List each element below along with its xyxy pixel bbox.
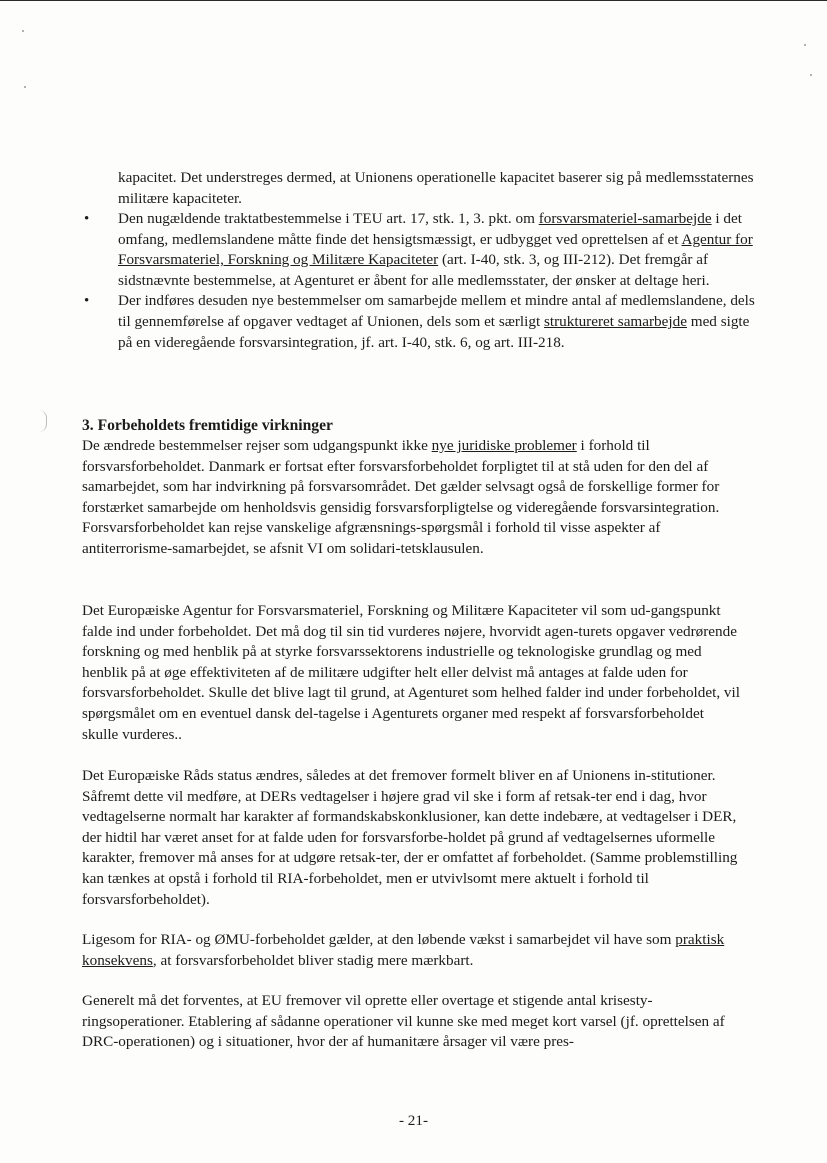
paragraph: Generelt må det forventes, at EU fremover vil oprette eller overtage et stigende antal krisesty-ringsoperationer. Etablering af sådanne operationer vil kunne ske med meget kort varsel (jf. oprettelsen af DRC-operationen) og i situationer, hvor der af humanitære årsager vil være pres- [82,992,725,1051]
paragraph: Det Europæiske Agentur for Forsvarsmateriel, Forskning og Militære Kapaciteter vil som ud-gangspunkt falde ind under forbeholdet. Det må dog til sin tid vurderes nøjere, hvorvidt agen-turets opgaver vedrørende forskning og med henblik på at styrke forsvarssektorens industrielle og teknologiske grundlag og med henblik på at øge effektiviteten af de militære udgifter helt eller delvist må antages at falde uden for forsvarsforbeholdet. Skulle det blive lagt til grund, at Agenturet som helhed falder ind under forbeholdet, vil spørgsmålet om en eventuel dansk del-tagelse i Agenturets organer med respekt af forsvarsforbeholdet skulle vurderes.. [82,602,740,743]
bullet-text: (art. I-40, stk. 3, og III-212). Det fremgår af sidstnævnte bestemmelse, at Agenturet er åbent for alle medlemsstater, der ønsker at deltage heri. [118,251,710,289]
scan-speck [22,30,24,32]
underlined-term: nye juridiske problemer [431,437,577,454]
bullet-text: med sigte på en videregående forsvarsintegration, jf. art. I-40, stk. 6, og art. III-218. [118,312,750,351]
bullet-marker: • [84,293,90,310]
paragraph-text: , at forsvarsforbeholdet bliver stadig mere mærkbart. [152,951,474,969]
continuation-text: kapacitet. Det understreges dermed, at Unionens operationelle kapacitet baserer sig på medlemsstaternes militære kapaciteter. [118,169,754,207]
paragraph [82,436,742,560]
paragraph-text: i forhold til forsvarsforbeholdet. Danmark er fortsat efter forsvarsforbeholdet forpligtet til at stå uden for den del af samarbejdet, som har indvirkning på forsvarsområdet. Det gælder selvsagt også de forskellige former for forstærket samarbejde om henholdsvis gensidig forsvarsforpligtelse og videregående forsvarsintegration. Forsvarsforbeholdet kan rejse vanskelige afgrænsnings-spørgsmål i forhold til visse aspekter af antiterrorisme-samarbejdet, se afsnit VI om solidari-tetsklausulen. [82,437,720,557]
underlined-term: Agentur for Forsvarsmateriel, Forskning og Militære Kapaciteter [118,230,753,269]
paragraph-text: De ændrede bestemmelser rejser som udgangspunkt ikke [82,437,432,454]
bullet-text: Den nugældende traktatbestemmelse i TEU art. 17, stk. 1, 3. pkt. om [118,210,539,227]
scan-speck [804,44,806,46]
scan-speck [810,74,812,76]
underlined-term: forsvarsmateriel-samarbejde [538,210,712,227]
page-number: - 21- [398,1112,429,1129]
bullet-text: i det omfang, medlemslandene måtte finde det hensigtsmæssigt, er udbygget ved oprettelsen af et [118,210,742,248]
bullet-marker: • [84,211,90,227]
underlined-term: struktureret samarbejde [543,312,687,330]
bullet-item [84,291,759,353]
paragraph: Det Europæiske Råds status ændres, således at det fremover formelt bliver en af Unionens in-stitutioner. Såfremt dette vil medføre, at DERs vedtagelser i højere grad vil ske i form af retsak-ter end i dag, hvor vedtagelserne normalt har karakter af formandskabskonklusioner, kan dette indebære, at vedtagelser i DER, der hidtil har været anset for at falde uden for forsvarsforbe-holdet på grund af vedtagelsernes uformelle karakter, fremover må anses for at udgøre retsak-ter, der er omfattet af forbeholdet. (Samme problemstilling kan tænkes at opstå i forhold til RIA-forbeholdet, men er utvivlsomt mere aktuelt i forhold til forsvarsforbeholdet). [82,767,738,908]
top-rule [0,0,827,1]
underlined-term: praktisk konsekvens [82,931,725,969]
paragraph-text: Ligesom for RIA- og ØMU-forbeholdet gælder, at den løbende vækst i samarbejdet vil have som [82,931,676,948]
bullet-list [84,209,759,353]
scan-mark [38,410,47,432]
bullet-text: Der indføres desuden nye bestemmelser om samarbejde mellem et mindre antal af medlemslandene, dels til gennemførelse af opgaver vedtaget af Unionen, dels som et særligt [118,292,755,330]
section-heading: 3. Forbeholdets fremtidige virkninger [82,417,333,434]
bullet-item [84,209,759,291]
scan-speck [24,86,26,88]
paragraph [82,930,742,971]
